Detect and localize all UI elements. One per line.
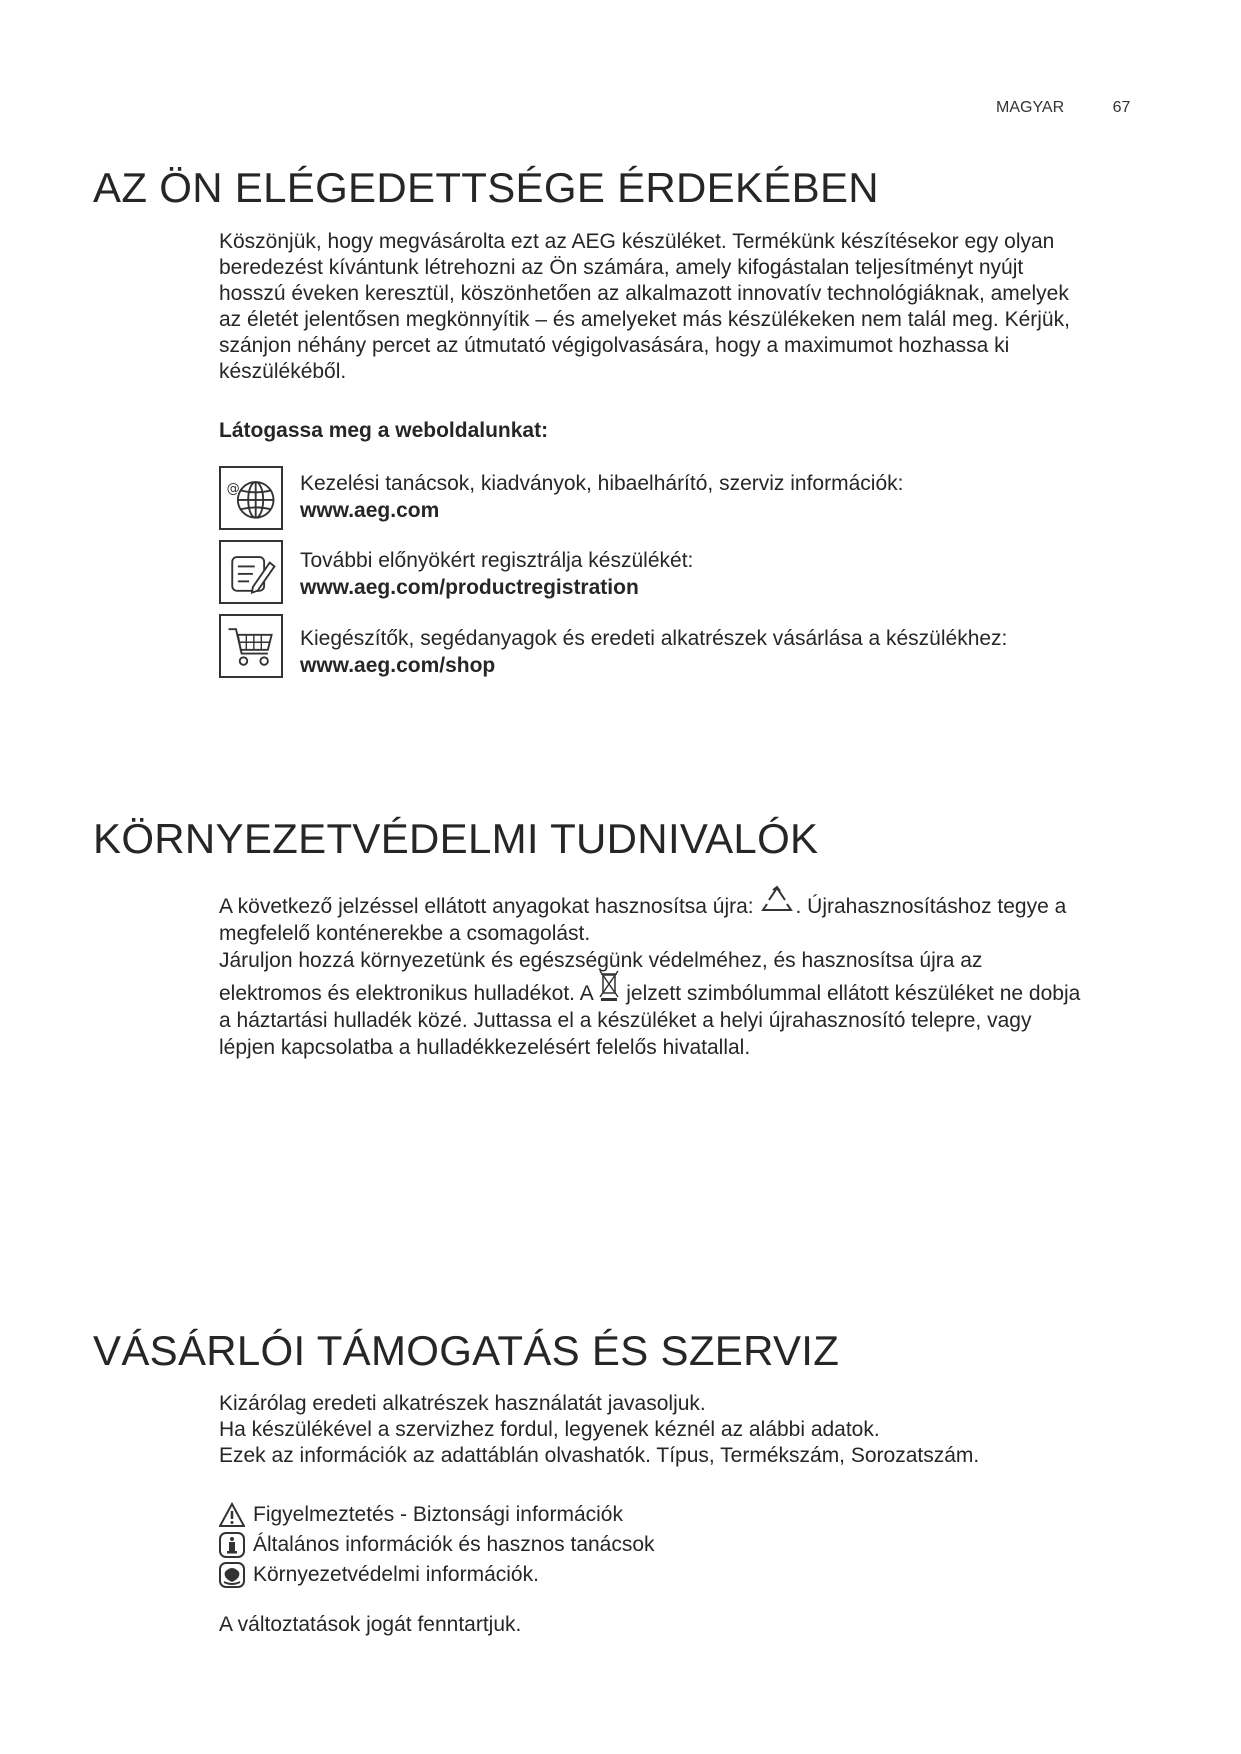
page-number: 67 — [1112, 99, 1131, 116]
env-line: megfelelő konténerekbe a csomagolást. — [219, 922, 591, 945]
link-url-aeg[interactable]: www.aeg.com — [300, 499, 440, 522]
support-line: Ha készülékével a szervizhez fordul, legyenek kéznél az alábbi adatok. — [219, 1418, 880, 1441]
link-row-support — [300, 470, 903, 524]
intro-line: szánjon néhány percet az útmutató végigolvasására, hogy a maximumot hozhassa ki — [219, 334, 1010, 357]
intro-line: készülékéből. — [219, 360, 347, 383]
crossed-bin-icon — [598, 969, 620, 1003]
section-title-support: VÁSÁRLÓI TÁMOGATÁS ÉS SZERVIZ — [93, 1327, 840, 1374]
intro-paragraph — [219, 229, 1139, 385]
section-title-environment: KÖRNYEZETVÉDELMI TUDNIVALÓK — [93, 815, 819, 862]
closing-note: A változtatások jogát fenntartjuk. — [219, 1613, 522, 1636]
warning-icon — [219, 1502, 245, 1528]
language-label: MAGYAR — [996, 99, 1065, 116]
env-line: elektromos és elektronikus hulladékot. A jelzett szimbólummal ellátott készüléket ne dobja — [219, 980, 1139, 1007]
support-paragraph — [219, 1391, 1139, 1469]
legend-info: Általános információk és hasznos tanácsok — [219, 1532, 655, 1558]
intro-line: az életét jelentősen megkönnyítik – és amelyeket más készülékeken nem talál meg. Kérjük, — [219, 308, 1070, 331]
section-title-satisfaction: AZ ÖN ELÉGEDETTSÉGE ÉRDEKÉBEN — [93, 164, 879, 211]
legend-warning: Figyelmeztetés - Biztonsági információk — [219, 1502, 623, 1528]
link-description: További előnyökért regisztrálja készülékét: — [300, 549, 694, 572]
env-line: Járuljon hozzá környezetünk és egészségünk védelméhez, és hasznosítsa újra az — [219, 949, 983, 972]
globe-icon — [219, 466, 283, 530]
intro-line: hosszú éveken keresztül, köszönhetően az alkalmazott innovatív technológiáknak, amelyek — [219, 282, 1069, 305]
environment-icon — [219, 1562, 245, 1588]
link-description: Kezelési tanácsok, kiadványok, hibaelhárító, szerviz információk: — [300, 472, 904, 495]
info-icon — [219, 1532, 245, 1558]
link-url-shop[interactable]: www.aeg.com/shop — [300, 654, 496, 677]
support-line: Kizárólag eredeti alkatrészek használatát javasoljuk. — [219, 1392, 706, 1415]
recycle-icon — [759, 884, 795, 916]
page-header — [996, 99, 1130, 117]
intro-line: beredezést kívántunk létrehozni az Ön számára, amely kifogástalan teljesítményt nyújt — [219, 256, 1024, 279]
link-description: Kiegészítők, segédanyagok és eredeti alkatrészek vásárlása a készülékhez: — [300, 627, 1008, 650]
env-line: A következő jelzéssel ellátott anyagokat hasznosítsa újra: . Újrahasznosításhoz tegye a — [219, 893, 1139, 920]
shopping-cart-icon — [219, 614, 283, 678]
visit-heading: Látogassa meg a weboldalunkat: — [219, 419, 549, 442]
intro-line: Köszönjük, hogy megvásárolta ezt az AEG készüléket. Termékünk készítésekor egy olyan — [219, 230, 1055, 253]
legend-environment: Környezetvédelmi információk. — [219, 1562, 539, 1588]
env-line: lépjen kapcsolatba a hulladékkezelésért felelős hivatallal. — [219, 1036, 751, 1059]
registration-icon — [219, 540, 283, 604]
svg-text:@: @ — [226, 481, 240, 497]
support-line: Ezek az információk az adattáblán olvashatók. Típus, Termékszám, Sorozatszám. — [219, 1444, 980, 1467]
link-row-registration — [300, 547, 693, 601]
link-url-registration[interactable]: www.aeg.com/productregistration — [300, 576, 639, 599]
link-row-shop — [300, 625, 1007, 679]
env-line: a háztartási hulladék közé. Juttassa el a készüléket a helyi újrahasznosító telepre, vagy — [219, 1009, 1032, 1032]
environment-paragraph — [219, 893, 1139, 1061]
